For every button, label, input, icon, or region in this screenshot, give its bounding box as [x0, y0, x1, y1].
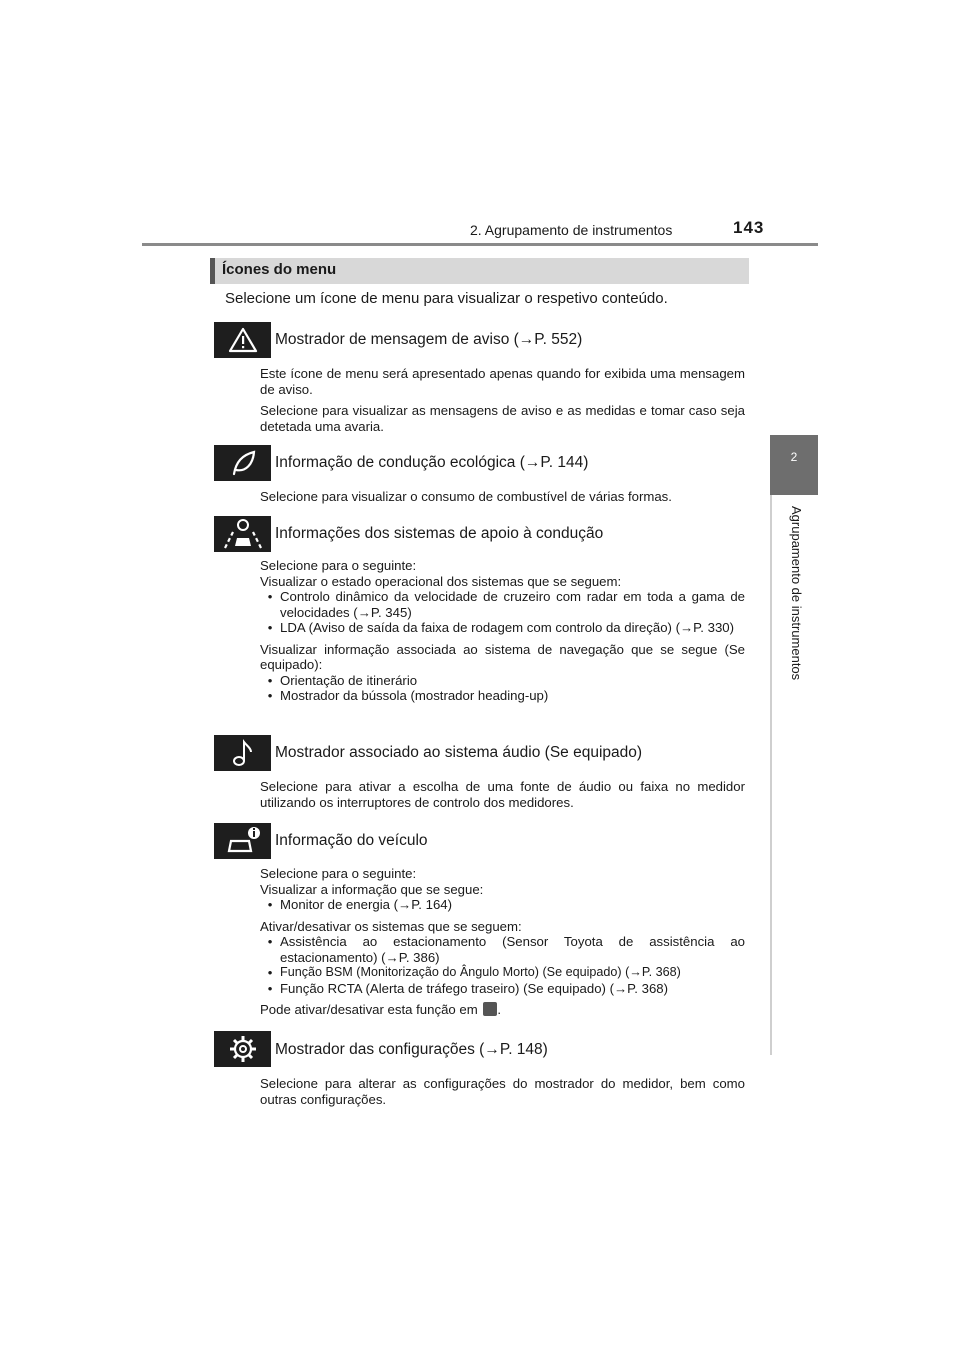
item-body-warning	[260, 366, 745, 440]
paragraph: Este ícone de menu será apresentado apenas quando for exibida uma mensagem de aviso.	[260, 366, 745, 397]
item-title-driving-support: Informações dos sistemas de apoio à condução	[275, 525, 604, 542]
driving-support-icon	[214, 516, 271, 552]
paragraph: Ativar/desativar os sistemas que se seguem:	[260, 918, 522, 934]
item-body-settings	[260, 1076, 745, 1113]
list-item: • Controlo dinâmico da velocidade de cruzeiro com radar em toda a gama de velocidades (→P. 345)	[267, 589, 745, 620]
warning-triangle-icon	[214, 322, 271, 358]
paragraph: Selecione para o seguinte:	[260, 866, 417, 881]
paragraph: Visualizar informação associada ao sistema de navegação que se segue (Se equipado):	[260, 641, 745, 672]
item-body-eco	[260, 489, 745, 511]
item-title-settings: Mostrador das configurações (→P. 148)	[275, 1041, 548, 1058]
item-title-warning: Mostrador de mensagem de aviso (→P. 552)	[275, 331, 583, 348]
list-item: • LDA (Aviso de saída da faixa de rodagem com controlo da direção) (→P. 330)	[267, 620, 735, 635]
item-body-driving-support	[260, 558, 745, 704]
settings-gear-icon	[483, 1002, 497, 1016]
side-rule	[770, 495, 772, 1055]
list-item: • Mostrador da bússola (mostrador heading-up)	[267, 688, 549, 703]
header-chapter: 2. Agrupamento de instrumentos	[470, 222, 673, 238]
item-body-audio	[260, 779, 745, 816]
header-rule	[142, 243, 818, 246]
section-intro: Selecione um ícone de menu para visualizar o respetivo conteúdo.	[225, 290, 668, 307]
section-title: Ícones do menu	[222, 261, 337, 278]
list-item: • Monitor de energia (→P. 164)	[267, 897, 453, 912]
side-tab-label: Agrupamento de instrumentos	[789, 506, 804, 681]
paragraph: Selecione para o seguinte:	[260, 558, 417, 573]
paragraph: Selecione para visualizar o consumo de combustível de várias formas.	[260, 489, 672, 504]
paragraph: Pode ativar/desativar esta função em .	[260, 1002, 502, 1017]
list-item: • Função RCTA (Alerta de tráfego traseiro) (Se equipado) (→P. 368)	[267, 980, 668, 996]
side-tab[interactable]: 2	[770, 435, 818, 495]
gear-icon	[214, 1031, 271, 1067]
page-number: 143	[733, 218, 765, 237]
paragraph: Selecione para alterar as configurações do mostrador do medidor, bem como outras configurações.	[260, 1076, 745, 1107]
item-title-eco: Informação de condução ecológica (→P. 144)	[275, 454, 589, 471]
item-body-vehicle-info	[260, 866, 745, 1018]
vehicle-info-icon	[214, 823, 271, 859]
paragraph: Selecione para visualizar as mensagens de aviso e as medidas e tomar caso seja detetada uma avaria.	[260, 403, 745, 434]
paragraph: Selecione para ativar a escolha de uma fonte de áudio ou faixa no medidor utilizando os interruptores de controlo dos medidores.	[260, 779, 745, 810]
item-title-audio: Mostrador associado ao sistema áudio (Se equipado)	[275, 744, 643, 761]
section-accent	[210, 258, 215, 284]
list-item: • Assistência ao estacionamento (Sensor Toyota de assistência ao estacionamento) (→P. 386)	[267, 934, 745, 965]
music-note-icon	[214, 735, 271, 771]
list-item: • Orientação de itinerário	[267, 672, 418, 688]
item-title-vehicle-info: Informação do veículo	[275, 832, 428, 849]
paragraph: Visualizar o estado operacional dos sistemas que se seguem:	[260, 573, 622, 589]
eco-leaf-icon	[214, 445, 271, 481]
paragraph: Visualizar a informação que se segue:	[260, 881, 484, 897]
list-item: • Função BSM (Monitorização do Ângulo Morto) (Se equipado) (→P. 368)	[267, 965, 681, 980]
section-header	[210, 258, 749, 284]
